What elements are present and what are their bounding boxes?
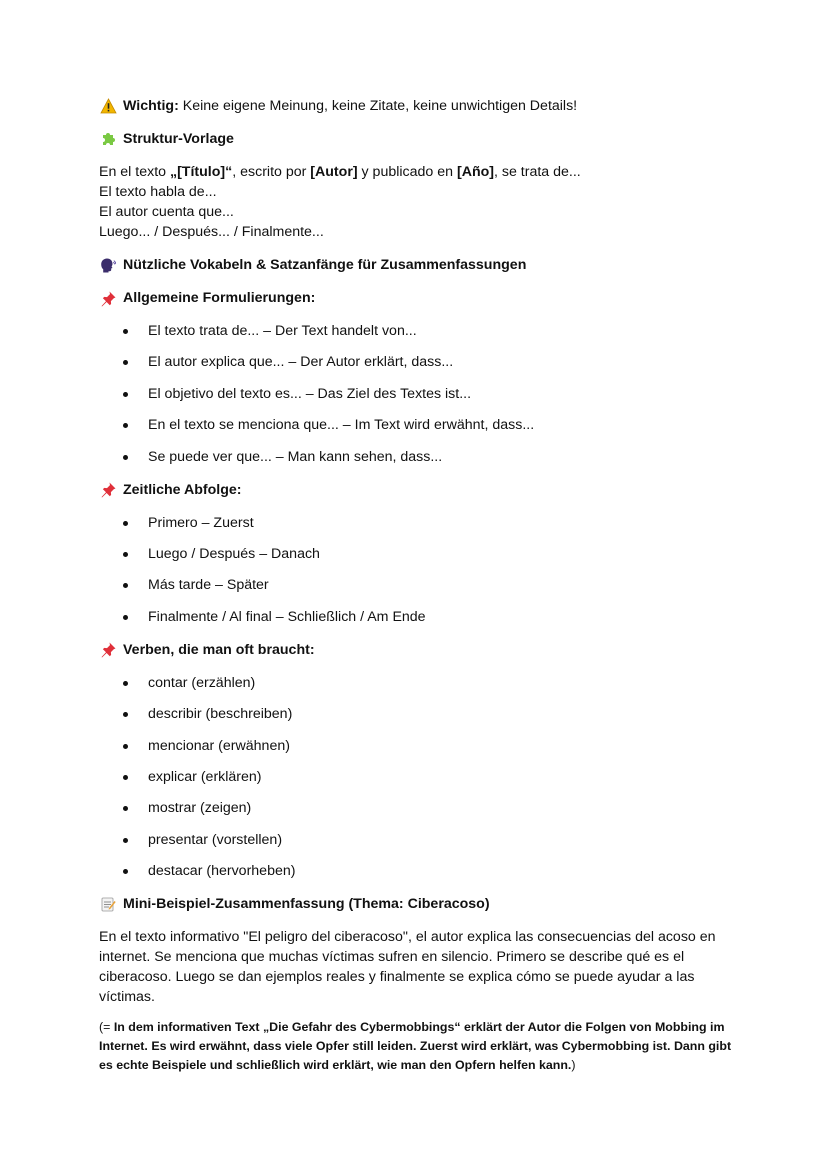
speaking-head-icon <box>99 256 117 274</box>
example-heading-text: Mini-Beispiel-Zusammenfassung (Thema: Ciberacoso) <box>123 896 490 913</box>
pushpin-icon <box>99 481 117 499</box>
example-translation <box>99 1018 739 1075</box>
intro-author: [Autor] <box>310 164 358 180</box>
list-item: El autor explica que... – Der Autor erklärt, dass... <box>99 352 739 372</box>
list-item: explicar (erklären) <box>99 767 739 787</box>
general-heading <box>99 288 739 308</box>
intro-year: [Año] <box>456 164 494 180</box>
list-item: Se puede ver que... – Man kann sehen, dass... <box>99 447 739 467</box>
sequence-heading <box>99 480 739 500</box>
verbs-list <box>99 673 739 881</box>
general-list <box>99 321 739 467</box>
list-item: Primero – Zuerst <box>99 513 739 533</box>
warning-label: Wichtig: <box>123 98 179 114</box>
translation-open: (= <box>99 1020 114 1035</box>
list-item: destacar (hervorheben) <box>99 861 739 881</box>
translation-close: ) <box>571 1058 576 1073</box>
warning-text: Keine eigene Meinung, keine Zitate, keine unwichtigen Details! <box>178 98 578 114</box>
puzzle-icon <box>99 130 117 148</box>
list-item: En el texto se menciona que... – Im Text wird erwähnt, dass... <box>99 415 739 435</box>
template-line: Luego... / Después... / Finalmente... <box>99 224 324 240</box>
vocab-heading <box>99 255 739 275</box>
intro-text-3: y publicado en <box>357 164 457 180</box>
pushpin-icon <box>99 289 117 307</box>
intro-text-1: En el texto <box>99 164 170 180</box>
document-page <box>99 96 739 1075</box>
list-item: describir (beschreiben) <box>99 704 739 724</box>
example-heading <box>99 894 739 914</box>
translation-text: In dem informativen Text „Die Gefahr des Cybermobbings“ erklärt der Autor die Folgen von Mobbing im Internet. Es wird erwähnt, dass viele Opfer still leiden. Zuerst wird erklärt, was Cybermobbing ist. Dann gibt es echte Beispiele und schließlich wird erklärt, wie man den Opfern helfen kann. <box>99 1020 732 1073</box>
list-item: El objetivo del texto es... – Das Ziel des Textes ist... <box>99 384 739 404</box>
vocab-heading-text: Nützliche Vokabeln & Satzanfänge für Zusammenfassungen <box>123 257 527 273</box>
list-item: presentar (vorstellen) <box>99 830 739 850</box>
list-item: Más tarde – Später <box>99 575 739 595</box>
intro-title: „[Título]“ <box>169 164 233 180</box>
list-item: contar (erzählen) <box>99 673 739 693</box>
example-text: En el texto informativo "El peligro del ciberacoso", el autor explica las consecuencias del acoso en internet. Se menciona que muchas víctimas sufren en silencio. Primero se describe qué es el ciberacoso. Luego se dan ejemplos reales y finalmente se explica cómo se puede ayudar a las víctimas. <box>99 929 716 1006</box>
template-line: El autor cuenta que... <box>99 204 234 220</box>
template-intro <box>99 162 739 182</box>
general-heading-text: Allgemeine Formulierungen: <box>123 290 316 306</box>
template-heading-text: Struktur-Vorlage <box>123 131 234 147</box>
list-item: mencionar (erwähnen) <box>99 736 739 756</box>
intro-text-4: , se trata de... <box>494 164 581 180</box>
intro-text-2: , escrito por <box>232 164 311 180</box>
verbs-heading-text: Verben, die man oft braucht: <box>123 641 315 658</box>
warning-line <box>99 96 739 116</box>
warning-icon <box>99 97 117 115</box>
verbs-heading <box>99 640 739 660</box>
pushpin-icon <box>99 641 117 659</box>
list-item: mostrar (zeigen) <box>99 798 739 818</box>
template-line: El texto habla de... <box>99 184 217 200</box>
sequence-list <box>99 513 739 627</box>
list-item: Finalmente / Al final – Schließlich / Am Ende <box>99 607 739 627</box>
list-item: El texto trata de... – Der Text handelt von... <box>99 321 739 341</box>
memo-icon <box>99 895 117 913</box>
list-item: Luego / Después – Danach <box>99 544 739 564</box>
sequence-heading-text: Zeitliche Abfolge: <box>123 481 242 498</box>
template-heading <box>99 129 739 149</box>
